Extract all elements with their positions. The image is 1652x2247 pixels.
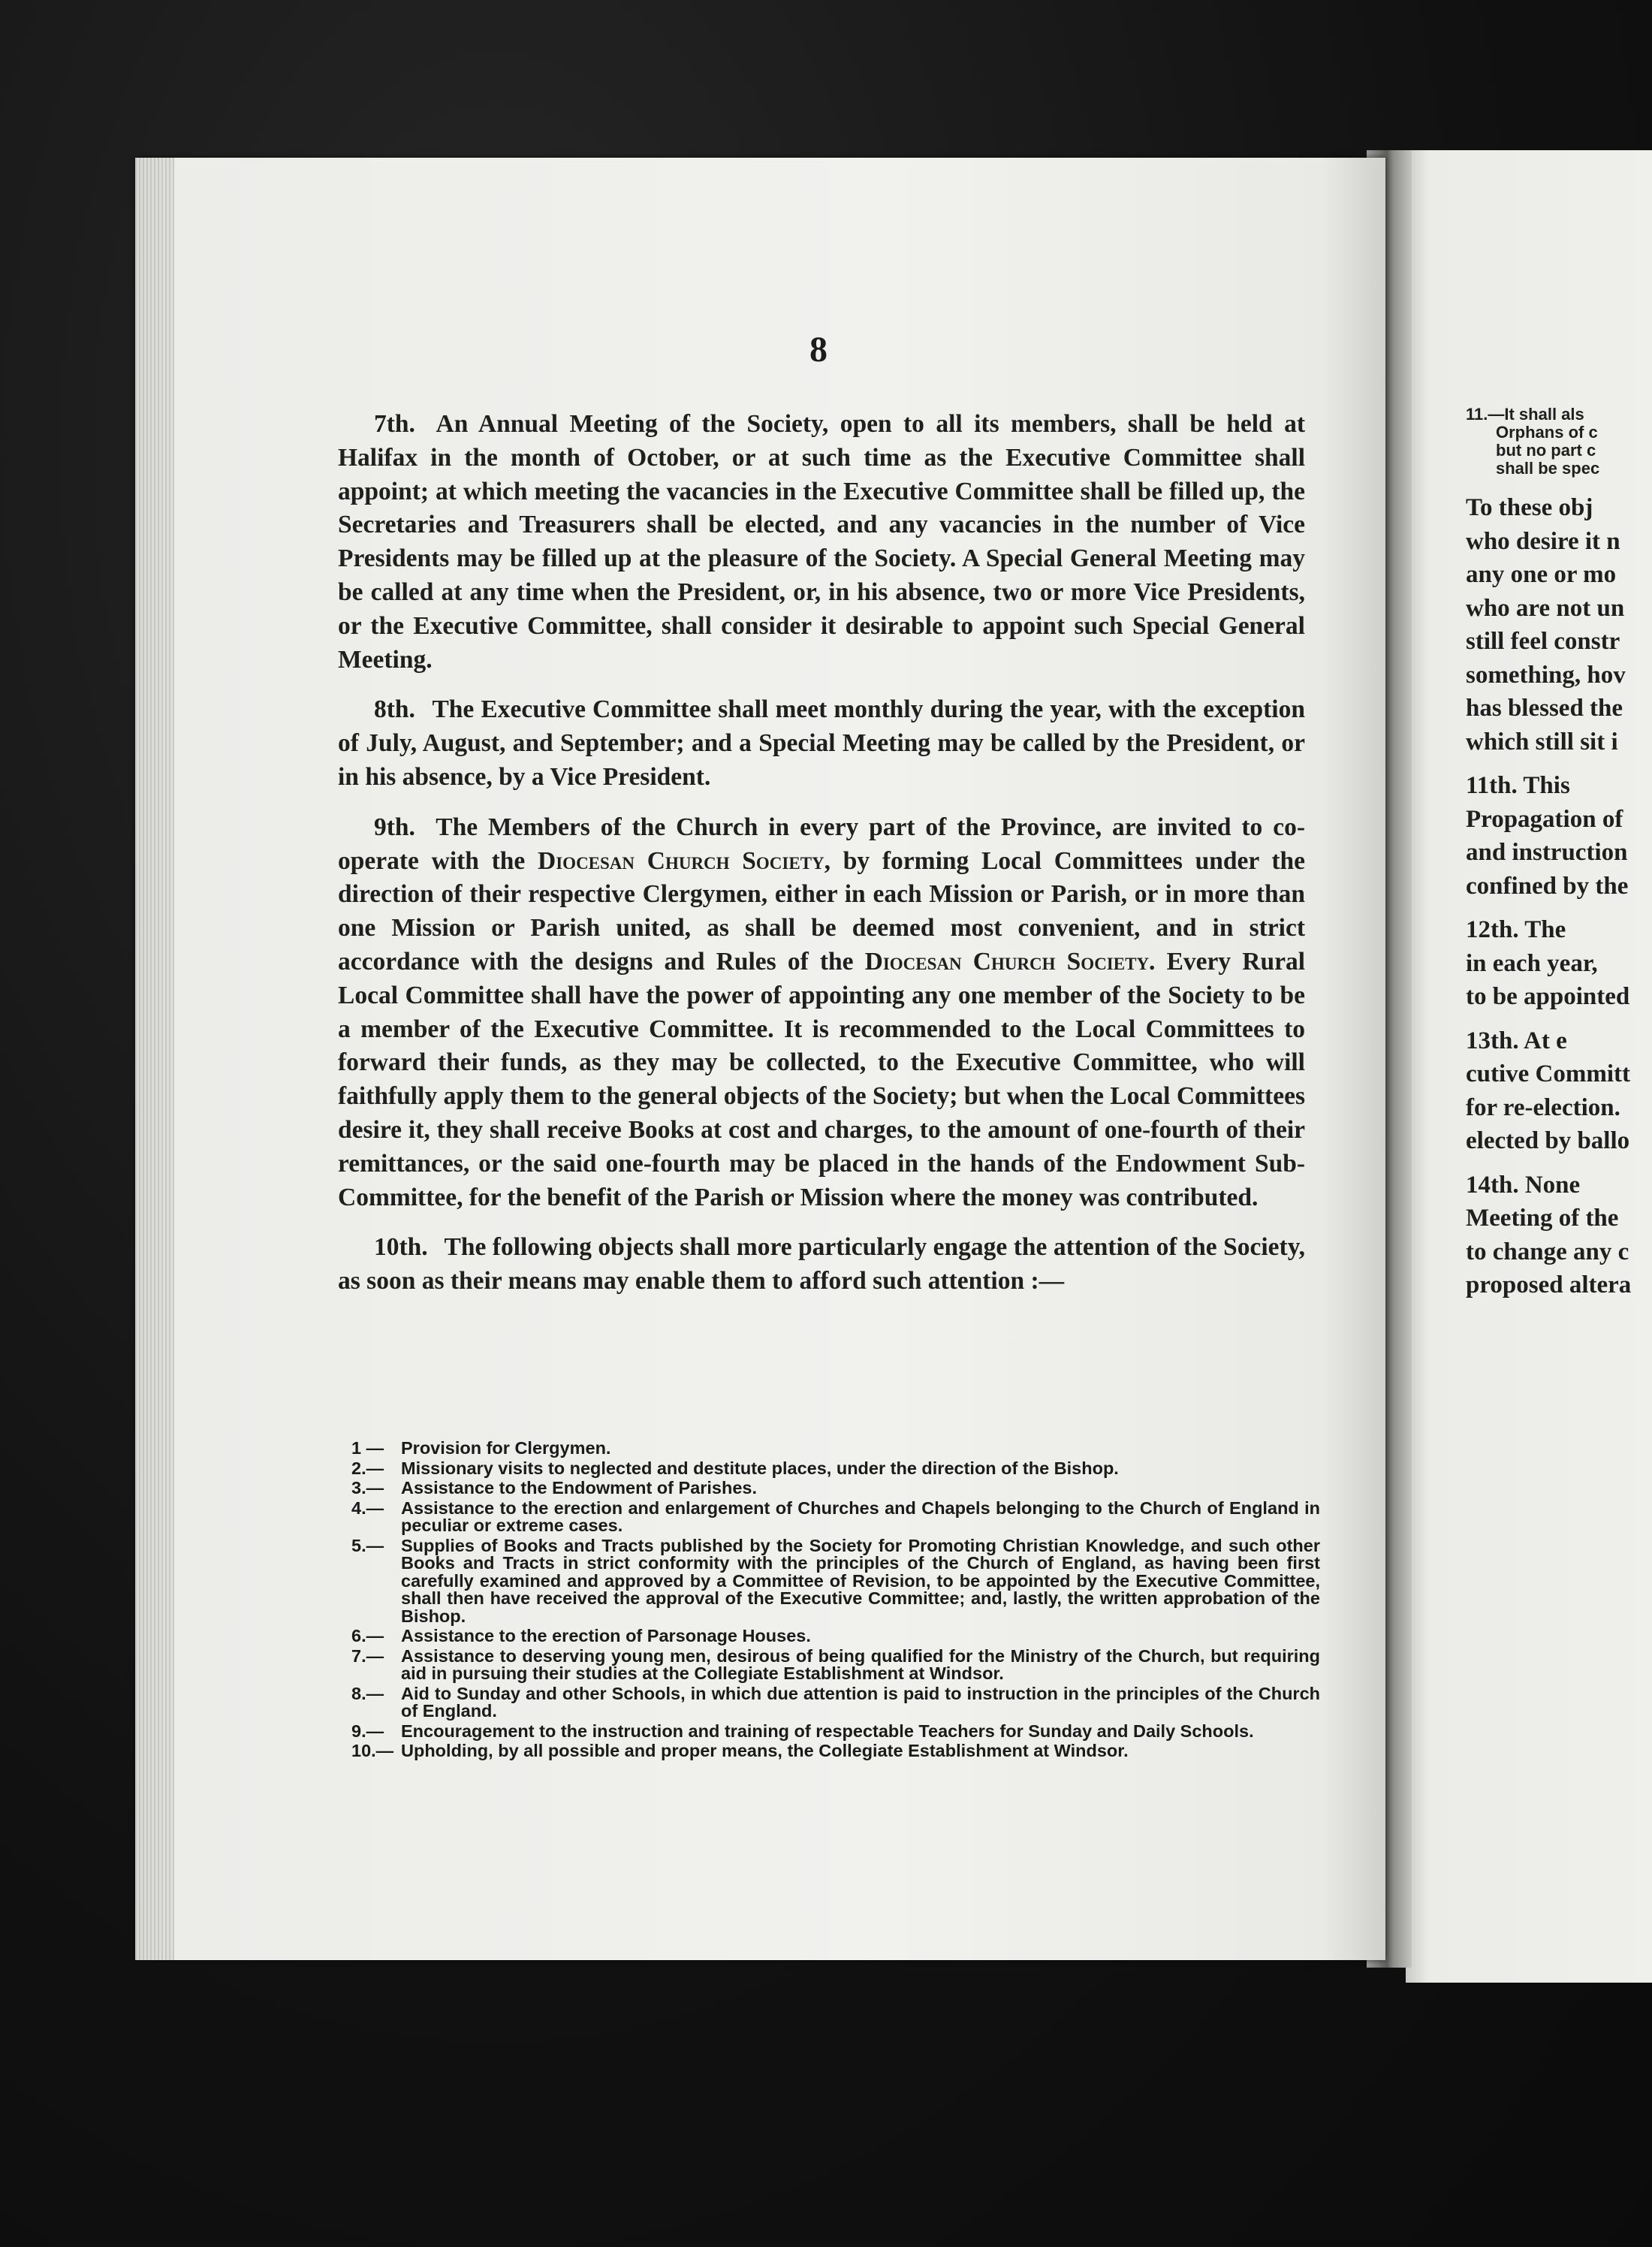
item-number: 3.— <box>351 1478 384 1497</box>
item-text: Aid to Sunday and other Schools, in which due attention is paid to instruction in the principles of the Church of England. <box>401 1683 1320 1721</box>
rule-number: 8th. <box>374 695 415 724</box>
item-number: 10.— <box>351 1741 394 1760</box>
text-line: 13th. At e <box>1466 1027 1567 1054</box>
text-line: 11th. This <box>1466 772 1570 799</box>
rule-body-part: The Members of the Church in every part of the Province, are invited to co-operate with the <box>338 813 1305 875</box>
item-number: 8.— <box>351 1683 384 1703</box>
rules-text <box>338 408 1305 1315</box>
society-name: Diocesan Church Society, <box>538 846 831 875</box>
item-number: 7.— <box>351 1645 384 1666</box>
text-line: something, hov <box>1466 661 1626 689</box>
item-text: Supplies of Books and Tracts published by the Society for Promoting Christian Knowledge, and such other Books and Tracts in strict conformity with the principles of the Church of England, as having been first carefully examined and approved by a Committee of Revision, to be appointed by the Executive Committee, shall then have received the approval of the Executive Committee; and, lastly, the written approbation of the Bishop. <box>401 1535 1320 1626</box>
rule-7th <box>338 408 1305 677</box>
page-number: 8 <box>809 330 828 369</box>
right-paragraph <box>1466 1024 1652 1158</box>
list-item <box>351 1627 1320 1645</box>
text-line: 11.—It shall als <box>1466 406 1584 424</box>
text-line: shall be spec <box>1496 459 1600 478</box>
society-name: Diocesan Church Society. <box>864 947 1156 976</box>
rule-body: The Executive Committee shall meet monthly during the year, with the exception of July, August, and September; and a Special Meeting may be called by the President, or in his absence, by a Vice President. <box>338 695 1305 791</box>
list-item <box>351 1460 1320 1478</box>
text-line: has blessed the <box>1466 695 1623 722</box>
text-line: which still sit i <box>1466 728 1618 756</box>
item-number: 1 — <box>351 1438 384 1458</box>
item-number: 4.— <box>351 1497 384 1518</box>
list-item <box>351 1742 1320 1760</box>
rule-number: 10th. <box>374 1233 428 1262</box>
item-text: Assistance to deserving young men, desirous of being qualified for the Ministry of the Church, but requiring aid in pursuing their studies at the Collegiate Establishment at Windsor. <box>401 1645 1320 1683</box>
list-item <box>351 1685 1320 1721</box>
text-line: Meeting of the <box>1466 1205 1619 1232</box>
list-item <box>351 1497 1320 1535</box>
text-line: 14th. None <box>1466 1171 1581 1199</box>
list-item <box>351 1645 1320 1683</box>
list-item <box>351 1723 1320 1741</box>
text-line: any one or mo <box>1466 561 1617 588</box>
rule-body-part: by forming Local Committees under the direction of their respective Clergymen, either in each Mission or Parish, or in more than one Mission or Parish united, as shall be deemed most convenient, and in strict accordance with the designs and Rules of the <box>338 846 1306 976</box>
text-line: Orphans of c <box>1496 423 1598 442</box>
right-paragraph <box>1466 913 1652 1014</box>
right-page-text <box>1466 406 1652 1313</box>
item-text: Assistance to the Endowment of Parishes. <box>401 1478 758 1497</box>
item-number: 9.— <box>351 1721 384 1741</box>
rule-number: 7th. <box>374 410 415 438</box>
item-number: 5.— <box>351 1535 384 1555</box>
item-text: Assistance to the erection of Parsonage Houses. <box>401 1626 811 1645</box>
item-text: Provision for Clergymen. <box>401 1438 611 1458</box>
rule-body-part: Every Rural Local Committee shall have the power of appointing any one member of the Society to be a member of the Executive Committee. It is recommended to the Local Committees to forward their funds, as they may be collected, to the Executive Committee, who will faithfully apply them to the general objects of the Society; but when the Local Committees desire it, they shall receive Books at cost and charges, to the amount of one-fourth of their remittances, or the said one-fourth may be placed in the hands of the Endowment Sub-Committee, for the benefit of the Parish or Mission where the money was contributed. <box>338 947 1306 1211</box>
right-paragraph <box>1466 1169 1652 1302</box>
text-line: cutive Committ <box>1466 1060 1631 1087</box>
text-line: proposed altera <box>1466 1271 1632 1298</box>
rule-9th <box>338 811 1305 1215</box>
text-line: to change any c <box>1466 1238 1629 1265</box>
list-item <box>351 1440 1320 1458</box>
text-line: and instruction <box>1466 839 1628 866</box>
item-text: Upholding, by all possible and proper means, the Collegiate Establishment at Windsor. <box>401 1741 1129 1760</box>
text-line: elected by ballo <box>1466 1127 1630 1154</box>
text-line: for re-election. <box>1466 1093 1620 1121</box>
page-edge-stack <box>135 158 174 1960</box>
text-line: To these obj <box>1466 494 1593 521</box>
item-text: Missionary visits to neglected and destitute places, under the direction of the Bishop. <box>401 1458 1119 1478</box>
right-note <box>1466 406 1652 478</box>
text-line: to be appointed <box>1466 983 1630 1010</box>
list-item <box>351 1537 1320 1626</box>
right-paragraph <box>1466 769 1652 903</box>
text-line: Propagation of <box>1466 805 1623 833</box>
list-item <box>351 1479 1320 1497</box>
text-line: 12th. The <box>1466 916 1566 943</box>
text-line: confined by the <box>1466 872 1629 900</box>
rule-body: The following objects shall more particularly engage the attention of the Society, as soon as their means may enable them to afford such attention :— <box>338 1233 1305 1295</box>
rule-10th <box>338 1231 1305 1298</box>
right-paragraph <box>1466 491 1652 759</box>
text-line: still feel constr <box>1466 628 1620 655</box>
objects-list <box>351 1440 1320 1763</box>
rule-body: An Annual Meeting of the Society, open to all its members, shall be held at Halifax in the month of October, or at such time as the Executive Committee shall appoint; at which meeting the vacancies in the Executive Committee shall be filled up, the Secretaries and Treasurers shall be elected, and any vacancies in the number of Vice Presidents may be filled up at the pleasure of the Society. A Special General Meeting may be called at any time when the President, or, in his absence, two or more Vice Presidents, or the Executive Committee, shall consider it desirable to appoint such Special General Meeting. <box>338 410 1306 674</box>
text-line: who desire it n <box>1466 527 1620 555</box>
item-number: 6.— <box>351 1626 384 1645</box>
item-number: 2.— <box>351 1458 384 1478</box>
rule-8th <box>338 693 1305 794</box>
text-line: but no part c <box>1496 441 1596 460</box>
text-line: who are not un <box>1466 594 1625 622</box>
rule-number: 9th. <box>374 813 415 841</box>
item-text: Encouragement to the instruction and training of respectable Teachers for Sunday and Daily Schools. <box>401 1721 1254 1741</box>
text-line: in each year, <box>1466 949 1598 977</box>
item-text: Assistance to the erection and enlargement of Churches and Chapels belonging to the Church of England in peculiar or extreme cases. <box>401 1497 1320 1535</box>
